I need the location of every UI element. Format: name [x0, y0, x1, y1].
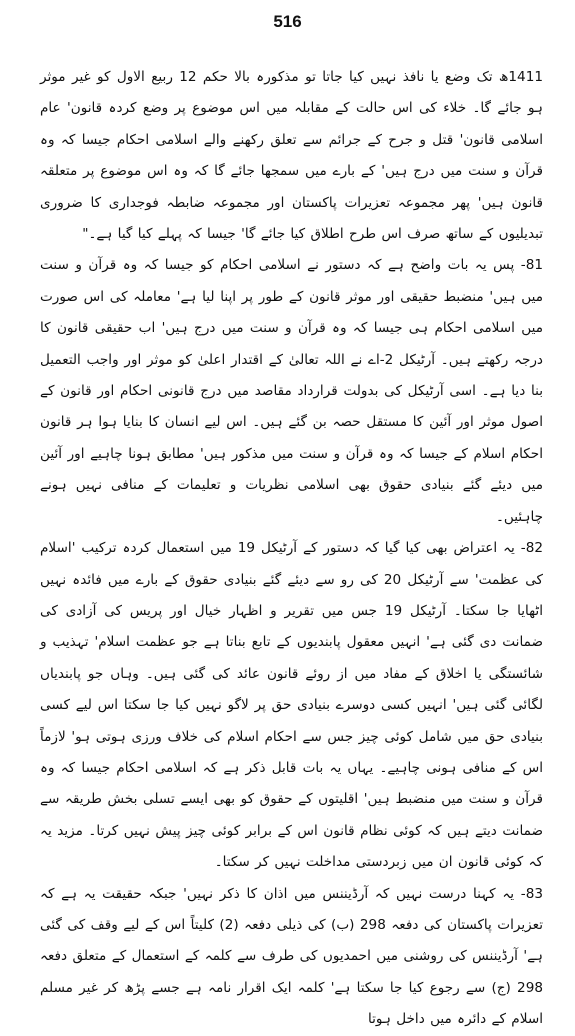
- paragraph-83: 83- یہ کہنا درست نہیں کہ آرڈیننس میں اذان کا ذکر نہیں' جبکہ حقیقت یہ ہے کہ تعزیرات پاکستان کی دفعہ 298 (ب) کی ذیلی دفعہ (2) کلیتاً اس کے لیے وقف کی گئی ہے' آرڈیننس کی روشنی میں احمدیوں کی طرف سے کلمہ کے استعمال کے متعلق دفعہ 298 (ج) سے رجوع کیا جا سکتا ہے' کلمہ ایک اقرار نامہ ہے جسے پڑھ کر غیر مسلم اسلام کے دائرہ میں داخل ہوتا: [40, 885, 543, 1028]
- body-text: [40, 62, 543, 1036]
- page-number: 516: [273, 12, 302, 31]
- paragraph-continuation: 1411ھ تک وضع یا نافذ نہیں کیا جاتا تو مذکورہ بالا حکم 12 ربیع الاول کو غیر موثر ہو جائے گا۔ خلاء کی اس حالت کے مقابلہ میں اس موضوع پر وضع کردہ قانون' عام اسلامی قانون' قتل و جرح کے جرائم سے تعلق رکھنے والے اسلامی احکام جیسا کہ وہ قرآن و سنت میں درج ہیں' کے بارے میں سمجھا جائے گا کہ وہ اس موضوع پر متعلقہ قانون ہیں' پھر مجموعہ تعزیرات پاکستان اور مجموعہ ضابطہ فوجداری کا ضروری تبدیلیوں کے ساتھ صرف اس طرح اطلاق کیا جائے گا' جیسا کہ پہلے کیا گیا ہے۔": [40, 69, 543, 243]
- paragraph-82: 82- یہ اعتراض بھی کیا گیا کہ دستور کے آرٹیکل 19 میں استعمال کردہ ترکیب 'اسلام کی عظمت' سے آرٹیکل 20 کی رو سے دیئے گئے بنیادی حقوق کے بارے میں فائدہ نہیں اٹھایا جا سکتا۔ آرٹیکل 19 جس میں تقریر و اظہار خیال اور پریس کی آزادی کی ضمانت دی گئی ہے' انہیں معقول پابندیوں کے تابع بناتا ہے جو عظمت اسلام' تہذیب و شائستگی یا اخلاق کے مفاد میں از روئے قانون عائد کی گئی ہیں۔ وہاں جو پابندیاں لگائی گئی ہیں' انہیں کسی دوسرے بنیادی حق پر لاگو نہیں کیا جا سکتا اس لیے کسی بنیادی حق میں شامل کوئی چیز جس سے احکام اسلام کی خلاف ورزی ہوتی ہو' لازماً اس کے منافی ہونی چاہیے۔ یہاں یہ بات قابل ذکر ہے کہ اسلامی احکام جیسا کہ وہ قرآن و سنت میں منضبط ہیں' اقلیتوں کے حقوق کو بھی ایسے تسلی بخش طریقہ سے ضمانت دیتے ہیں کہ کوئی نظام قانون اس کے برابر کوئی چیز پیش نہیں کرتا۔ مزید یہ کہ کوئی قانون ان میں زبردستی مداخلت نہیں کر سکتا۔: [40, 540, 543, 871]
- paragraph-81: 81- پس یہ بات واضح ہے کہ دستور نے اسلامی احکام کو جیسا کہ وہ قرآن و سنت میں ہیں' منضبط حقیقی اور موثر قانون کے طور پر اپنا لیا ہے' معاملہ کی اس صورت میں اسلامی احکام ہی جیسا کہ وہ قرآن و سنت میں درج ہیں' اب حقیقی قانون کا درجہ رکھتے ہیں۔ آرٹیکل 2-اے نے اللہ تعالیٰ کے اقتدار اعلیٰ کو موثر اور واجب التعمیل بنا دیا ہے۔ اسی آرٹیکل کی بدولت قرارداد مقاصد میں درج قانونی احکام اور قانون کے اصول موثر اور آئین کا مستقل حصہ بن گئے ہیں۔ اس لیے انسان کا بنایا ہوا ہر قانون احکام اسلام کے جیسا کہ وہ قرآن و سنت میں مذکور ہیں' مطابق ہونا چاہیے اور آئین میں دیئے گئے بنیادی حقوق بھی اسلامی نظریات و تعلیمات کے منافی نہیں ہونے چاہئیں۔: [40, 257, 543, 525]
